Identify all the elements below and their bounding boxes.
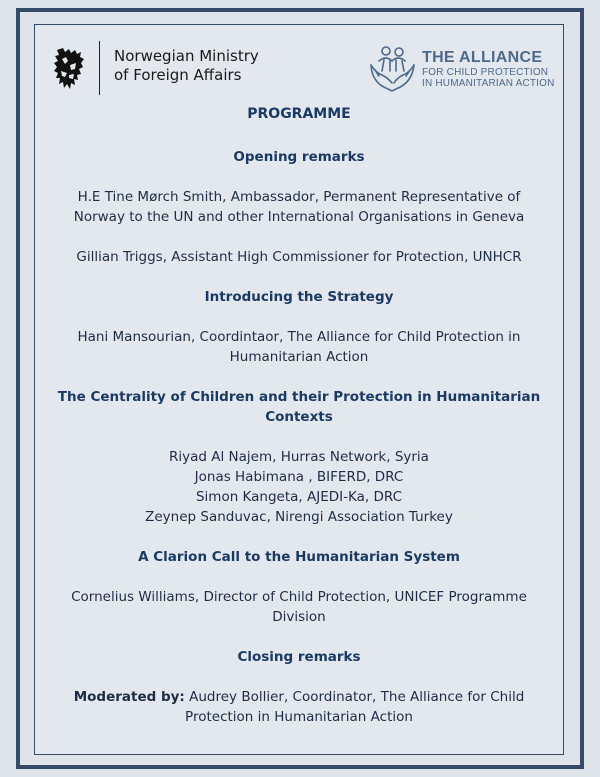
moderated-label: Moderated by: <box>73 689 185 705</box>
ministry-line-1: Norwegian Ministry <box>114 47 259 65</box>
moderated-text-2: Protection in Humanitarian Action <box>185 709 413 725</box>
opening-speaker-2: Gillian Triggs, Assistant High Commissioner for Protection, UNHCR <box>76 249 522 265</box>
alliance-hands-icon <box>368 43 418 95</box>
opening-speaker-1 <box>35 187 563 227</box>
clarion-speaker-line-1: Cornelius Williams, Director of Child Protection, UNICEF Programme <box>71 589 527 605</box>
opening-remarks-title: Opening remarks <box>233 149 365 165</box>
centrality-speaker: Jonas Habimana , BIFERD, DRC <box>194 469 404 485</box>
centrality-title <box>35 387 563 427</box>
centrality-title-line-1: The Centrality of Children and their Protection in Humanitarian <box>57 389 541 405</box>
opening-speaker-1-line-1: H.E Tine Mørch Smith, Ambassador, Permanent Representative of <box>77 189 521 205</box>
clarion-speaker <box>35 587 563 627</box>
alliance-name <box>422 49 555 89</box>
header <box>35 25 563 105</box>
ministry-name <box>114 47 259 85</box>
clarion-call-title: A Clarion Call to the Humanitarian System <box>138 549 460 565</box>
closing-remarks-title: Closing remarks <box>237 649 361 665</box>
programme-title: PROGRAMME <box>247 106 351 122</box>
header-divider <box>99 41 100 95</box>
alliance-title: THE ALLIANCE <box>422 49 543 66</box>
ministry-line-2: of Foreign Affairs <box>114 66 242 84</box>
centrality-speaker: Zeynep Sanduvac, Nirengi Association Turkey <box>145 509 453 525</box>
clarion-speaker-line-2: Division <box>272 609 326 625</box>
alliance-subtitle-2: IN HUMANITARIAN ACTION <box>422 78 555 89</box>
programme-card <box>34 24 564 755</box>
introducing-speaker <box>35 327 563 367</box>
moderated-text-1: Audrey Bollier, Coordinator, The Alliance for Child <box>184 689 525 705</box>
norwegian-lion-icon <box>53 47 87 91</box>
alliance-subtitle-1: FOR CHILD PROTECTION <box>422 67 549 78</box>
centrality-speaker: Simon Kangeta, AJEDI-Ka, DRC <box>195 489 403 505</box>
opening-speaker-1-line-2: Norway to the UN and other International Organisations in Geneva <box>73 209 525 225</box>
introducing-speaker-line-2: Humanitarian Action <box>229 349 369 365</box>
moderated-by <box>35 687 563 727</box>
introducing-speaker-line-1: Hani Mansourian, Coordintaor, The Alliance for Child Protection in <box>77 329 521 345</box>
introducing-strategy-title: Introducing the Strategy <box>204 289 394 305</box>
programme-content <box>35 97 563 727</box>
centrality-speaker: Riyad Al Najem, Hurras Network, Syria <box>169 449 429 465</box>
centrality-speakers <box>35 447 563 527</box>
centrality-title-line-2: Contexts <box>265 409 333 425</box>
moderated-line-1 <box>35 687 563 707</box>
